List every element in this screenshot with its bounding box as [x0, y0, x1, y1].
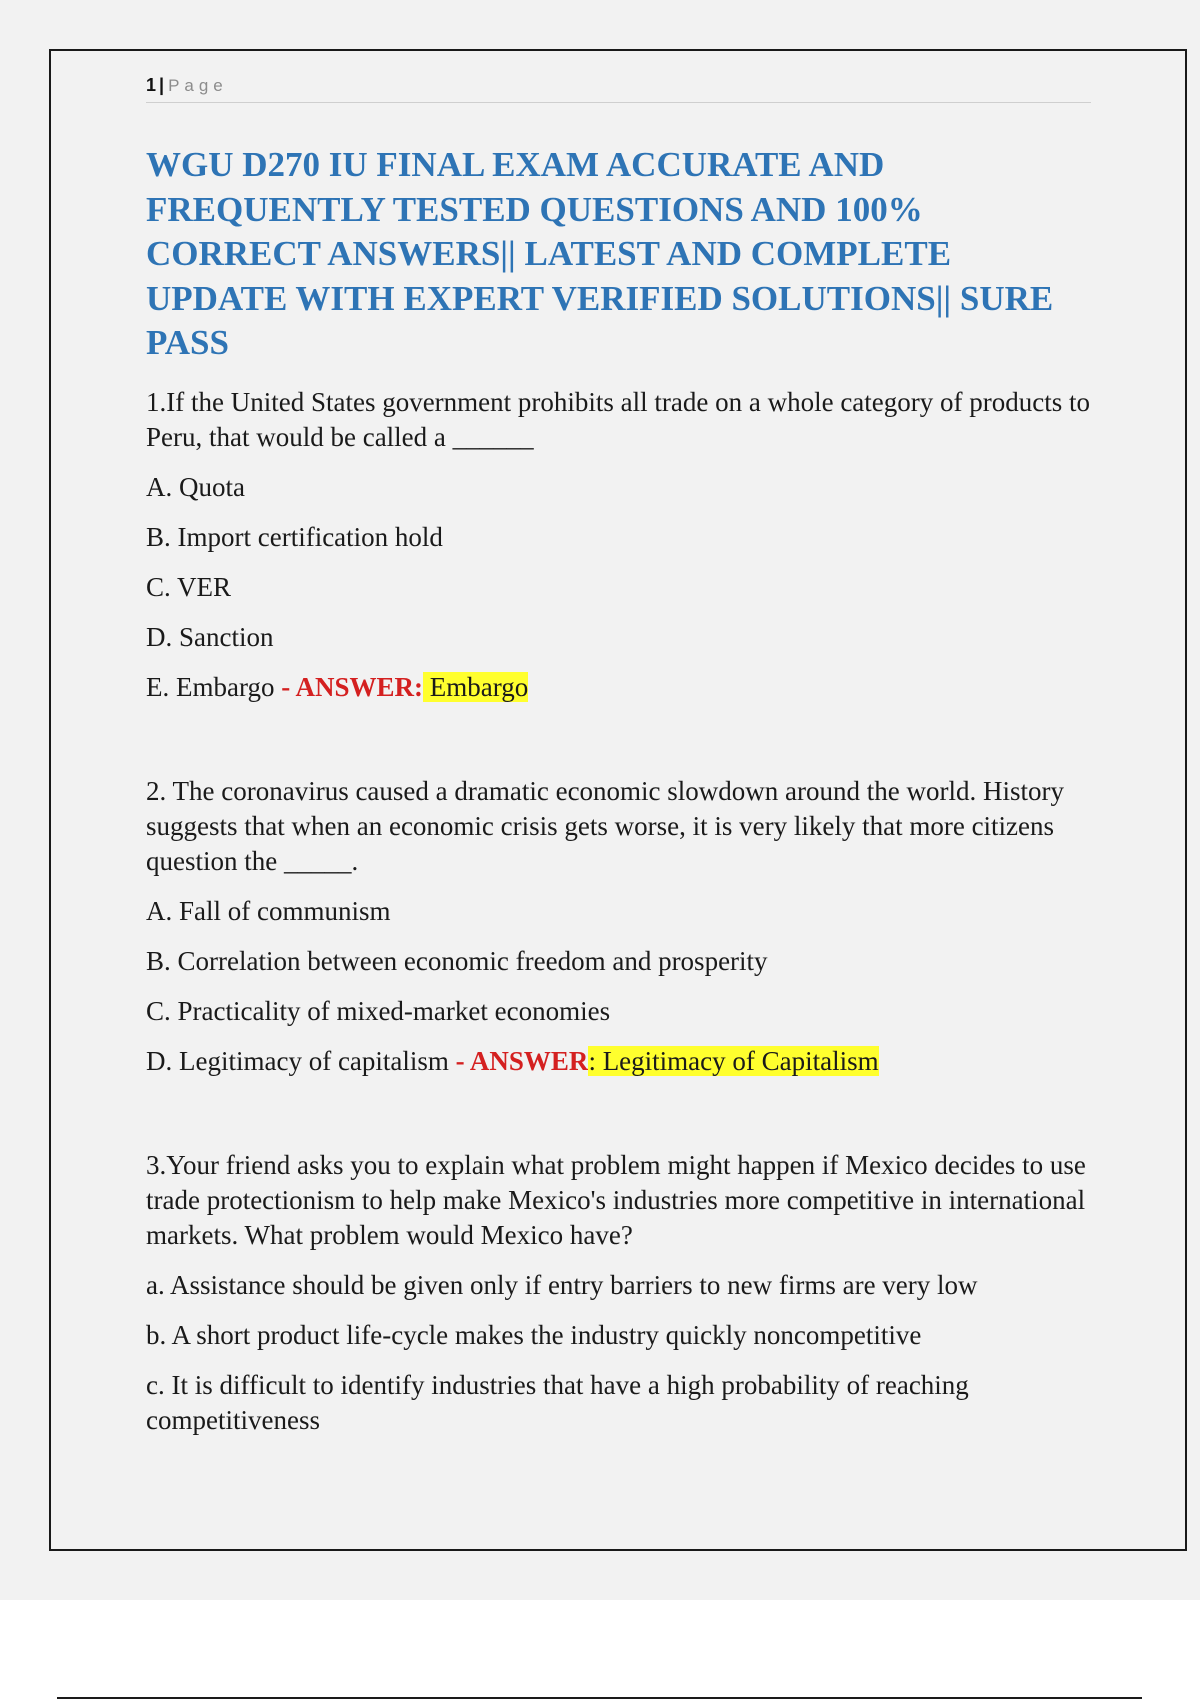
question-2-answer-label: - ANSWER — [448, 1045, 589, 1076]
question-1-option-a: A. Quota — [146, 471, 245, 502]
document-content — [146, 68, 1091, 1438]
question-2-text: 2. The coronavirus caused a dramatic economic slowdown around the world. History suggests that when an economic crisis gets worse, it is very likely that more citizens question the _____. — [146, 775, 1064, 876]
question-2-option-b: B. Correlation between economic freedom and prosperity — [146, 945, 768, 976]
question-1-option-e: E. Embargo — [146, 671, 275, 702]
question-2-option-d-with-answer — [146, 1044, 1091, 1079]
question-2-option-c: C. Practicality of mixed-market economies — [146, 995, 611, 1026]
page-number: 1 — [146, 75, 157, 95]
question-3-option-b: b. A short product life-cycle makes the industry quickly noncompetitive — [146, 1319, 922, 1350]
page-header — [146, 68, 1091, 103]
question-2-option-a: A. Fall of communism — [146, 895, 391, 926]
question-1-answer-label: - ANSWER: — [274, 671, 423, 702]
question-1-option-d: D. Sanction — [146, 621, 274, 652]
page-separator: | — [159, 75, 165, 95]
question-1-option-e-with-answer — [146, 670, 1091, 705]
question-1-option-c: C. VER — [146, 571, 232, 602]
question-1-text: 1.If the United States government prohibits all trade on a whole category of products to Peru, that would be called a ______ — [146, 386, 1090, 452]
question-1-answer-value: Embargo — [423, 671, 529, 702]
question-3-option-c: c. It is difficult to identify industries that have a high probability of reaching competitiveness — [146, 1369, 969, 1435]
question-3-text: 3.Your friend asks you to explain what problem might happen if Mexico decides to use trade protectionism to help make Mexico's industries more competitive in international markets. What problem would Mexico have? — [146, 1149, 1086, 1250]
question-3-option-a: a. Assistance should be given only if entry barriers to new firms are very low — [146, 1269, 978, 1300]
question-2-option-d: D. Legitimacy of capitalism — [146, 1045, 449, 1076]
question-1-option-b: B. Import certification hold — [146, 521, 443, 552]
document-title: WGU D270 IU FINAL EXAM ACCURATE AND FREQUENTLY TESTED QUESTIONS AND 100% CORRECT ANSWERS|| LATEST AND COMPLETE UPDATE WITH EXPERT VERIFIED SOLUTIONS|| SURE PASS — [146, 145, 1054, 362]
bottom-rule — [57, 1697, 1142, 1699]
question-2-answer-value: : Legitimacy of Capitalism — [588, 1045, 879, 1076]
page-word: Page — [168, 76, 228, 95]
